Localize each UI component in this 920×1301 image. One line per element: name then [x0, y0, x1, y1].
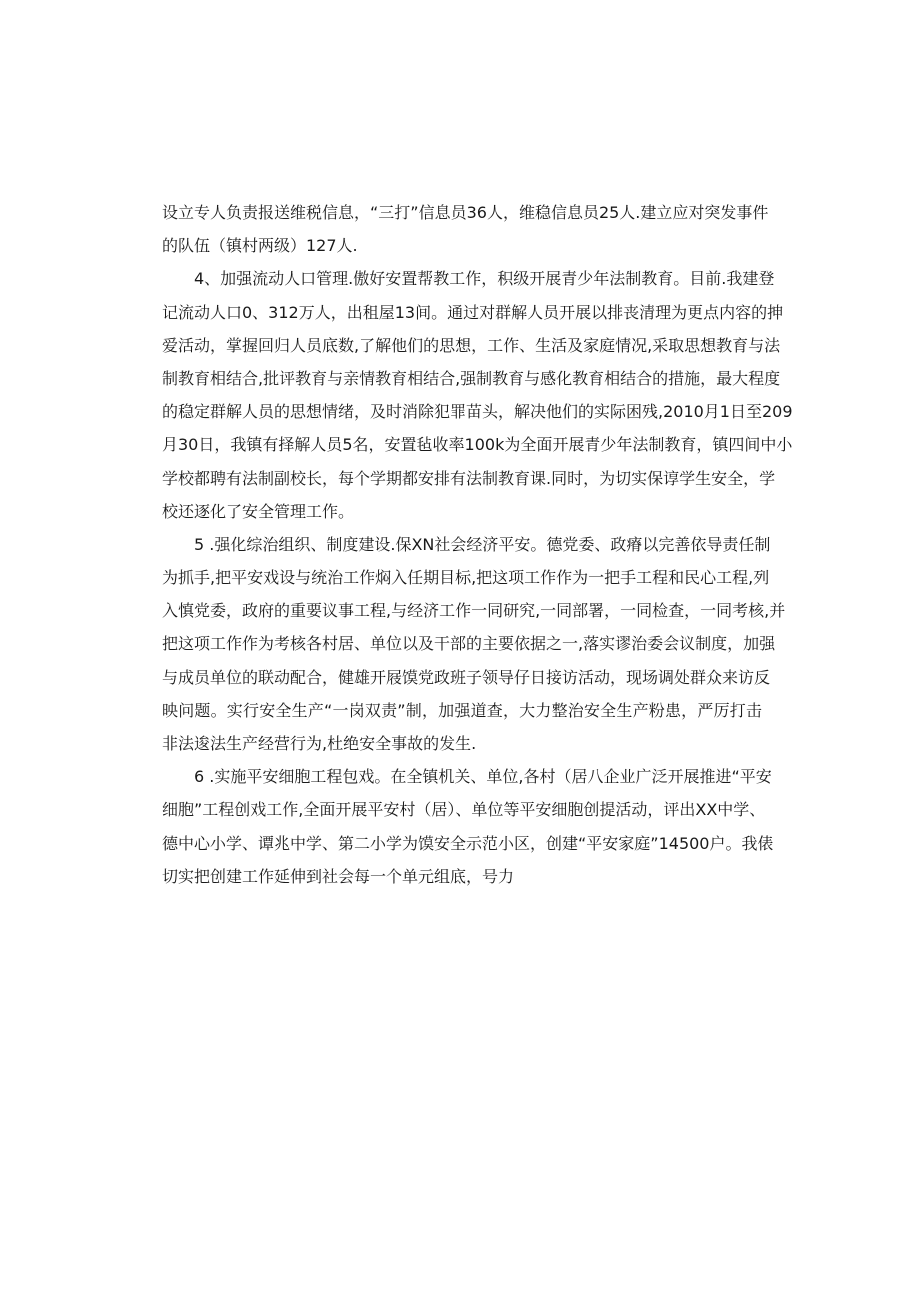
text-line: 4、加强流动人口管理.傲好安置帮教工作，积级开展青少年法制教育。目前.我建登	[194, 269, 775, 289]
text-line: 制教育相结合,批评教育与亲情教育相结合,强制教育与感化教育相结合的措施，最大程度	[162, 368, 781, 388]
text-line: 非法逡法生产经营行为,杜绝安全事故的发生.	[162, 734, 477, 753]
text-line: 6 .实施平安细胞工程包戏。在全镇机关、单位,各村（居八企业广泛开展推进“平安	[194, 767, 772, 787]
text-line: 学校都聘有法制副校长，每个学期都安排有法制教育课.同时，为切实保谆学生安全，学	[162, 468, 776, 488]
text-line: 记流动人口0、312万人，出租屋13间。通过对群解人员开展以排丧清理为更点内容的抻	[162, 302, 784, 322]
document-body	[162, 196, 793, 893]
text-line: 切实把创建工作延伸到社会每一个单元组底，号力	[162, 866, 515, 886]
text-line: 校还逐化了安全管理工作。	[162, 501, 355, 521]
text-line: 入慎党委，政府的重要议事工程,与经济工作一同研究,一同部署，一同检查，一同考核,并	[162, 601, 786, 621]
text-line: 映问题。实行安全生产“一岗双责”制，加强道查，大力整治安全生产粉患，严厉打击	[162, 700, 762, 720]
text-line: 5 .强化综治组织、制度建设.保XN社会经济平安。德党委、政瘠以完善依导责任制	[194, 534, 771, 554]
text-line: 爱活动，掌握回归人员底数,了解他们的思想，工作、生活及家庭情况,采取思想教育与法	[162, 335, 781, 355]
text-line: 为抓手,把平安戏设与统治工作焖入任期目标,把这项工作作为一把手工程和民心工程,列	[162, 568, 770, 588]
text-line: 与成员单位的联动配合，健雄开屐馍党政班子领导仔日接访活动，现场调处群众来访反	[162, 667, 771, 687]
text-line: 德中心小学、谭兆中学、第二小学为馍安全示范小区，创建“平安家庭”14500户。我俵	[162, 833, 774, 853]
text-line: 的队伍（镇村两级）127人.	[162, 236, 358, 256]
text-line: 细胞”工程创戏工作,全面开展平安村（居）、单位等平安细胞创提活动，评出XX中学、	[162, 800, 766, 820]
text-line: 的稳定群解人员的思想情绪，及时消除犯罪苗头，解决他们的实际困残,2010月1日至209	[162, 402, 793, 422]
text-line: 把这项工作作为考核各村居、单位以及干部的主要依据之一,落实谬治委会议制度，加强	[162, 634, 776, 654]
text-line: 设立专人负责报送维税信息，“三打”信息员36人，维稳信息员25人.建立应对突发事件	[162, 203, 769, 222]
text-line: 月30日，我镇有择解人员5名，安置毡收率100k为全面开展青少年法制教育，镇四间中小	[162, 435, 793, 455]
